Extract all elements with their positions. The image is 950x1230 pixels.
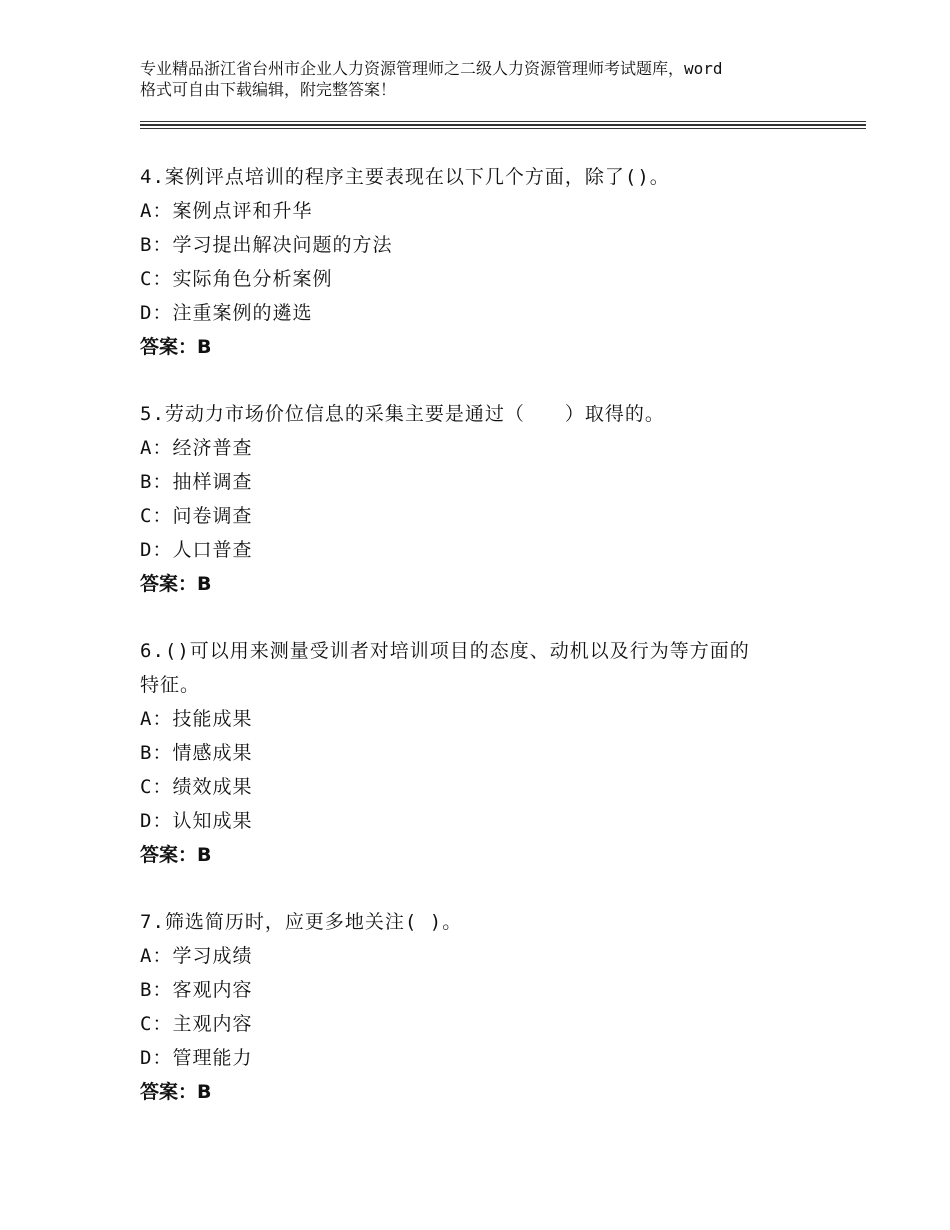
option-c: C：问卷调查	[140, 505, 253, 527]
answer-label: 答案：B	[140, 1081, 212, 1103]
option-b: B：学习提出解决问题的方法	[140, 234, 393, 256]
header-line-1: 专业精品浙江省台州市企业人力资源管理师之二级人力资源管理师考试题库，word	[140, 59, 723, 78]
question-list	[140, 160, 830, 1142]
question-5	[140, 397, 830, 601]
header-divider-top	[140, 121, 866, 122]
document-header	[140, 58, 840, 100]
question-7	[140, 905, 830, 1109]
answer-label: 答案：B	[140, 844, 212, 866]
answer-label: 答案：B	[140, 336, 212, 358]
header-line-2: 格式可自由下载编辑，附完整答案！	[140, 80, 397, 99]
option-c: C：绩效成果	[140, 776, 253, 798]
question-text: 4.案例评点培训的程序主要表现在以下几个方面，除了()。	[140, 166, 670, 188]
option-b: B：客观内容	[140, 979, 253, 1001]
option-a: A：技能成果	[140, 708, 253, 730]
header-divider-middle	[140, 124, 866, 126]
option-d: D：管理能力	[140, 1047, 253, 1069]
question-text: 5.劳动力市场价位信息的采集主要是通过（ ）取得的。	[140, 403, 665, 425]
answer-label: 答案：B	[140, 573, 212, 595]
option-d: D：人口普查	[140, 539, 253, 561]
question-text-line-2: 特征。	[140, 674, 201, 696]
option-d: D：注重案例的遴选	[140, 302, 313, 324]
question-text: 7.筛选简历时，应更多地关注( )。	[140, 911, 463, 933]
option-d: D：认知成果	[140, 810, 253, 832]
option-b: B：情感成果	[140, 742, 253, 764]
option-b: B：抽样调查	[140, 471, 253, 493]
option-c: C：主观内容	[140, 1013, 253, 1035]
option-a: A：案例点评和升华	[140, 200, 313, 222]
question-6	[140, 634, 830, 872]
question-4	[140, 160, 830, 364]
option-a: A：经济普查	[140, 437, 253, 459]
question-text-line-1: 6.()可以用来测量受训者对培训项目的态度、动机以及行为等方面的	[140, 640, 750, 662]
option-a: A：学习成绩	[140, 945, 253, 967]
option-c: C：实际角色分析案例	[140, 268, 333, 290]
header-divider-bottom	[140, 128, 866, 129]
